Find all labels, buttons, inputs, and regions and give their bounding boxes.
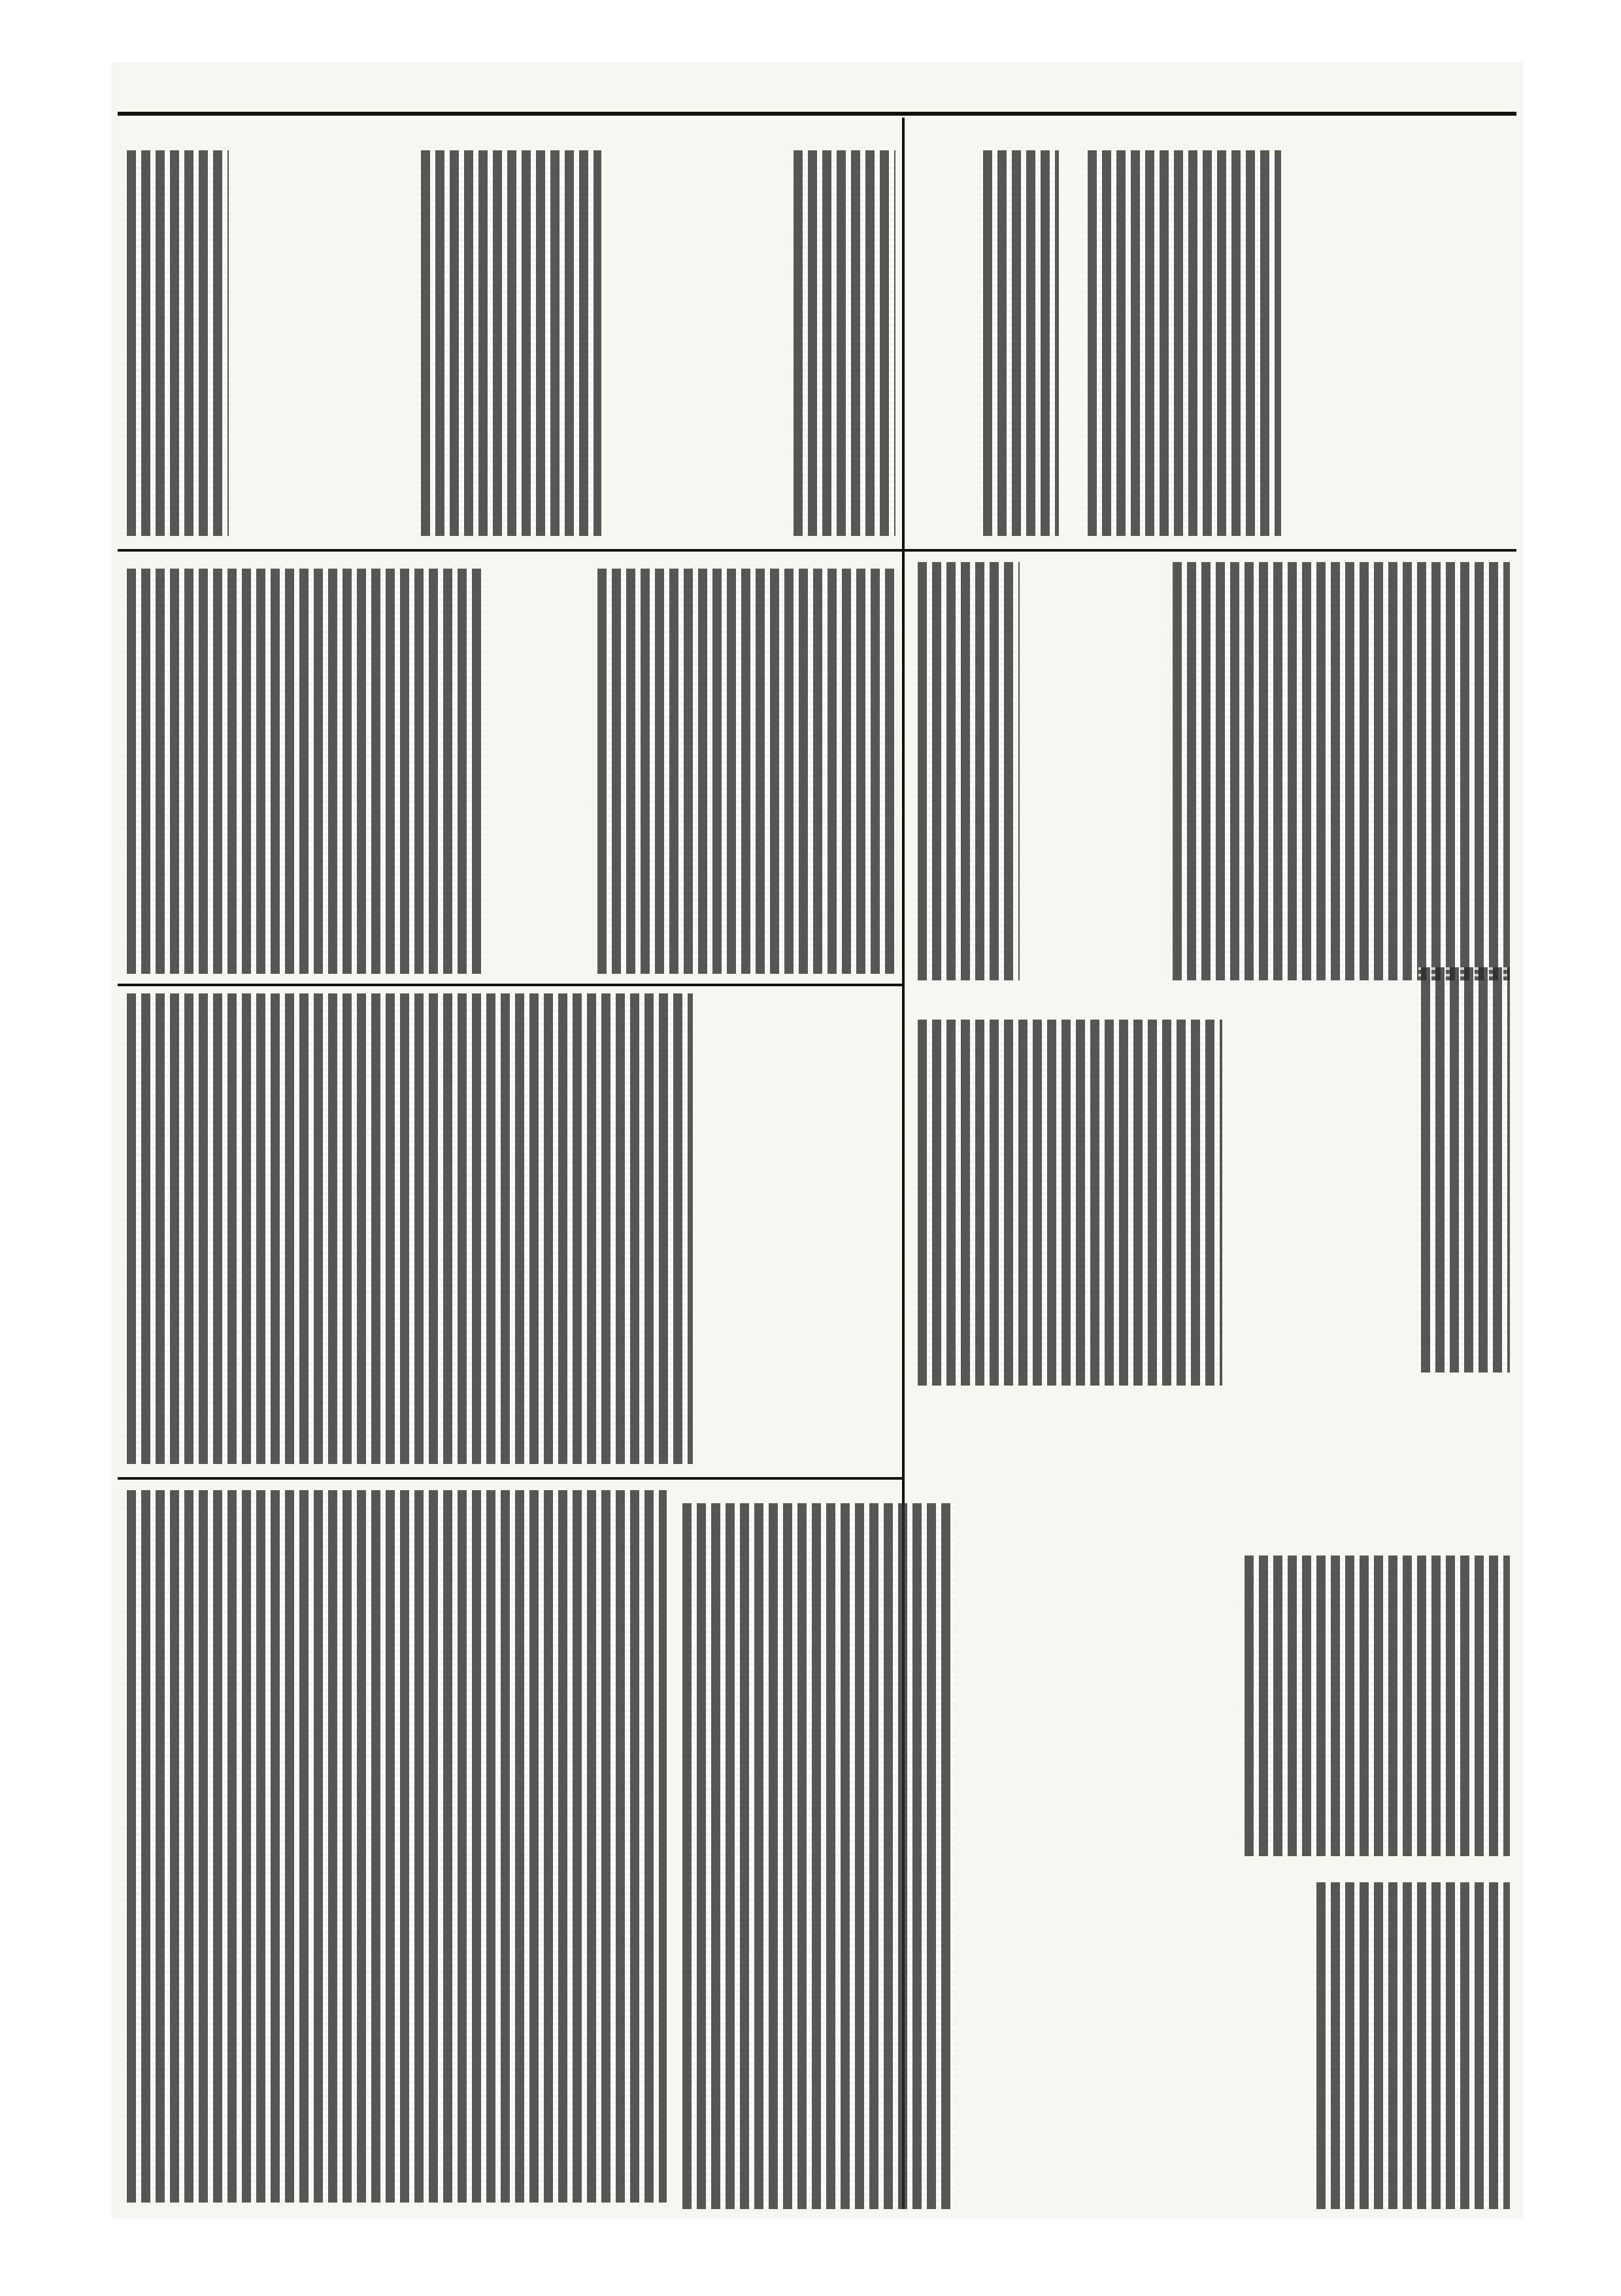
article-body	[1314, 1882, 1510, 2209]
article-body	[680, 1503, 954, 2209]
article-body	[980, 150, 1059, 536]
article-body	[1170, 562, 1510, 980]
article-body	[1085, 150, 1281, 536]
row-divider	[118, 549, 1516, 552]
article-body	[124, 150, 229, 536]
article-body	[124, 993, 693, 1464]
row-divider	[118, 984, 902, 986]
row-divider	[118, 1477, 902, 1480]
article-body	[915, 1020, 1222, 1386]
article-body	[418, 150, 601, 536]
article-body	[915, 562, 1020, 980]
masthead	[118, 62, 1516, 116]
editorial-body	[124, 569, 484, 974]
article-body	[791, 150, 895, 536]
article-body	[1242, 1556, 1510, 1856]
article-body	[124, 1490, 667, 2203]
article-body	[1418, 967, 1510, 1373]
article-body	[595, 569, 895, 974]
